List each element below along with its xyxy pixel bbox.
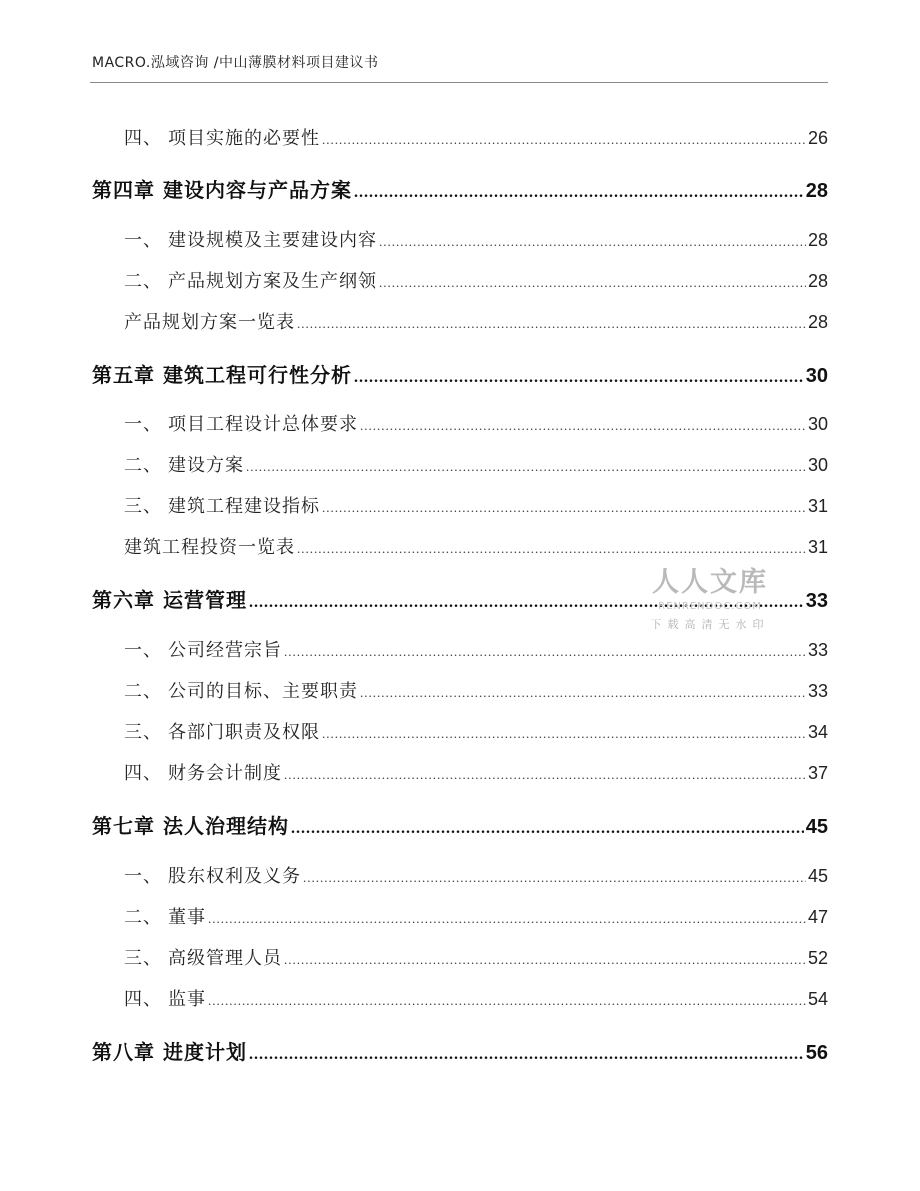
toc-entry-title: 监事 <box>168 989 206 1010</box>
toc-entry[interactable] <box>124 267 828 293</box>
toc-entry[interactable] <box>124 944 828 970</box>
watermark-title: 人人文库 <box>652 567 768 598</box>
toc-entry-title: 项目实施的必要性 <box>168 128 320 149</box>
toc-entry-page: 33 <box>807 640 828 660</box>
dot-leader <box>208 993 806 1009</box>
toc-entry-page: 28 <box>807 230 828 250</box>
toc-entry[interactable] <box>124 677 828 703</box>
toc-entry-number: 三、 <box>124 948 162 969</box>
dot-leader <box>284 767 806 783</box>
toc-entry-page: 30 <box>807 414 828 434</box>
toc-entry[interactable] <box>124 985 828 1011</box>
toc-entry-number: 一、 <box>124 230 162 251</box>
toc-entry[interactable] <box>124 759 828 785</box>
toc-chapter[interactable] <box>92 359 828 388</box>
dot-leader <box>360 418 806 434</box>
toc-chapter[interactable] <box>92 174 828 203</box>
toc-chapter-page: 56 <box>805 1042 828 1064</box>
toc-entry-number: 一、 <box>124 640 162 661</box>
toc-entry[interactable] <box>124 636 828 662</box>
toc-chapter-title: 第五章 建筑工程可行性分析 <box>92 363 352 387</box>
toc-entry[interactable] <box>124 124 828 150</box>
toc-entry-title: 建筑工程投资一览表 <box>124 537 295 558</box>
toc-entry-number: 二、 <box>124 907 162 928</box>
toc-entry-title: 建设规模及主要建设内容 <box>168 230 377 251</box>
toc-entry-title: 建筑工程建设指标 <box>168 496 320 517</box>
toc-chapter[interactable] <box>92 810 828 839</box>
toc-entry-number: 四、 <box>124 128 162 149</box>
dot-leader <box>360 685 806 701</box>
toc-entry[interactable] <box>124 718 828 744</box>
toc-entry-page: 30 <box>807 455 828 475</box>
page-header: MACRO.泓域咨询 /中山薄膜材料项目建议书 <box>92 55 379 71</box>
dot-leader <box>291 820 804 838</box>
toc-entry-page: 34 <box>807 722 828 742</box>
toc-entry-number: 二、 <box>124 271 162 292</box>
dot-leader <box>303 870 806 886</box>
toc-entry-title: 董事 <box>168 907 206 928</box>
toc-entry-number: 三、 <box>124 496 162 517</box>
toc-entry-number: 二、 <box>124 455 162 476</box>
toc-entry-page: 47 <box>807 907 828 927</box>
toc-entry-page: 31 <box>807 537 828 557</box>
toc-chapter-page: 33 <box>805 590 828 612</box>
toc-entry[interactable] <box>124 903 828 929</box>
toc-entry[interactable] <box>124 226 828 252</box>
toc-entry-page: 28 <box>807 271 828 291</box>
toc-entry-number: 四、 <box>124 989 162 1010</box>
toc-entry-title: 公司经营宗旨 <box>168 640 282 661</box>
toc-entry-title: 产品规划方案一览表 <box>124 312 295 333</box>
toc-chapter-page: 45 <box>805 816 828 838</box>
toc-entry[interactable] <box>124 410 828 436</box>
toc-entry-page: 26 <box>807 128 828 148</box>
watermark-url: RENRENDOC.COM <box>658 601 762 612</box>
toc-chapter-page: 28 <box>805 180 828 202</box>
toc-entry-page: 33 <box>807 681 828 701</box>
dot-leader <box>322 500 806 516</box>
dot-leader <box>249 1046 804 1064</box>
dot-leader <box>354 184 804 202</box>
dot-leader <box>208 911 806 927</box>
toc-entry-title: 股东权利及义务 <box>168 866 301 887</box>
watermark <box>645 560 775 632</box>
toc-entry-page: 28 <box>807 312 828 332</box>
toc-entry-title: 财务会计制度 <box>168 763 282 784</box>
toc-entry[interactable] <box>124 492 828 518</box>
toc-chapter-page: 30 <box>805 365 828 387</box>
toc-entry-page: 54 <box>807 989 828 1009</box>
dot-leader <box>246 459 806 475</box>
toc-chapter[interactable] <box>92 1036 828 1065</box>
dot-leader <box>379 275 806 291</box>
toc-entry-title: 产品规划方案及生产纲领 <box>168 271 377 292</box>
watermark-subtitle: 下载高清无水印 <box>650 618 770 631</box>
toc-entry-title: 公司的目标、主要职责 <box>168 681 358 702</box>
dot-leader <box>379 234 806 250</box>
dot-leader <box>297 541 806 557</box>
toc-entry[interactable] <box>124 862 828 888</box>
toc-entry[interactable] <box>124 533 828 559</box>
toc-entry-number: 三、 <box>124 722 162 743</box>
toc-entry-title: 建设方案 <box>168 455 244 476</box>
toc-entry-number: 一、 <box>124 866 162 887</box>
toc-entry-number: 二、 <box>124 681 162 702</box>
toc-entry-page: 37 <box>807 763 828 783</box>
dot-leader <box>284 952 806 968</box>
dot-leader <box>322 132 806 148</box>
toc-entry-page: 52 <box>807 948 828 968</box>
toc-chapter-title: 第四章 建设内容与产品方案 <box>92 178 352 202</box>
toc-entry-title: 项目工程设计总体要求 <box>168 414 358 435</box>
toc-entry-number: 四、 <box>124 763 162 784</box>
toc-entry-page: 31 <box>807 496 828 516</box>
dot-leader <box>322 726 806 742</box>
toc-entry-page: 45 <box>807 866 828 886</box>
toc-entry[interactable] <box>124 308 828 334</box>
toc-chapter-title: 第八章 进度计划 <box>92 1040 247 1064</box>
toc-chapter-title: 第七章 法人治理结构 <box>92 814 289 838</box>
toc-entry-number: 一、 <box>124 414 162 435</box>
toc-entry-title: 高级管理人员 <box>168 948 282 969</box>
toc-chapter-title: 第六章 运营管理 <box>92 588 247 612</box>
toc-entry[interactable] <box>124 451 828 477</box>
dot-leader <box>284 644 806 660</box>
toc-entry-title: 各部门职责及权限 <box>168 722 320 743</box>
dot-leader <box>297 316 806 332</box>
dot-leader <box>354 369 804 387</box>
